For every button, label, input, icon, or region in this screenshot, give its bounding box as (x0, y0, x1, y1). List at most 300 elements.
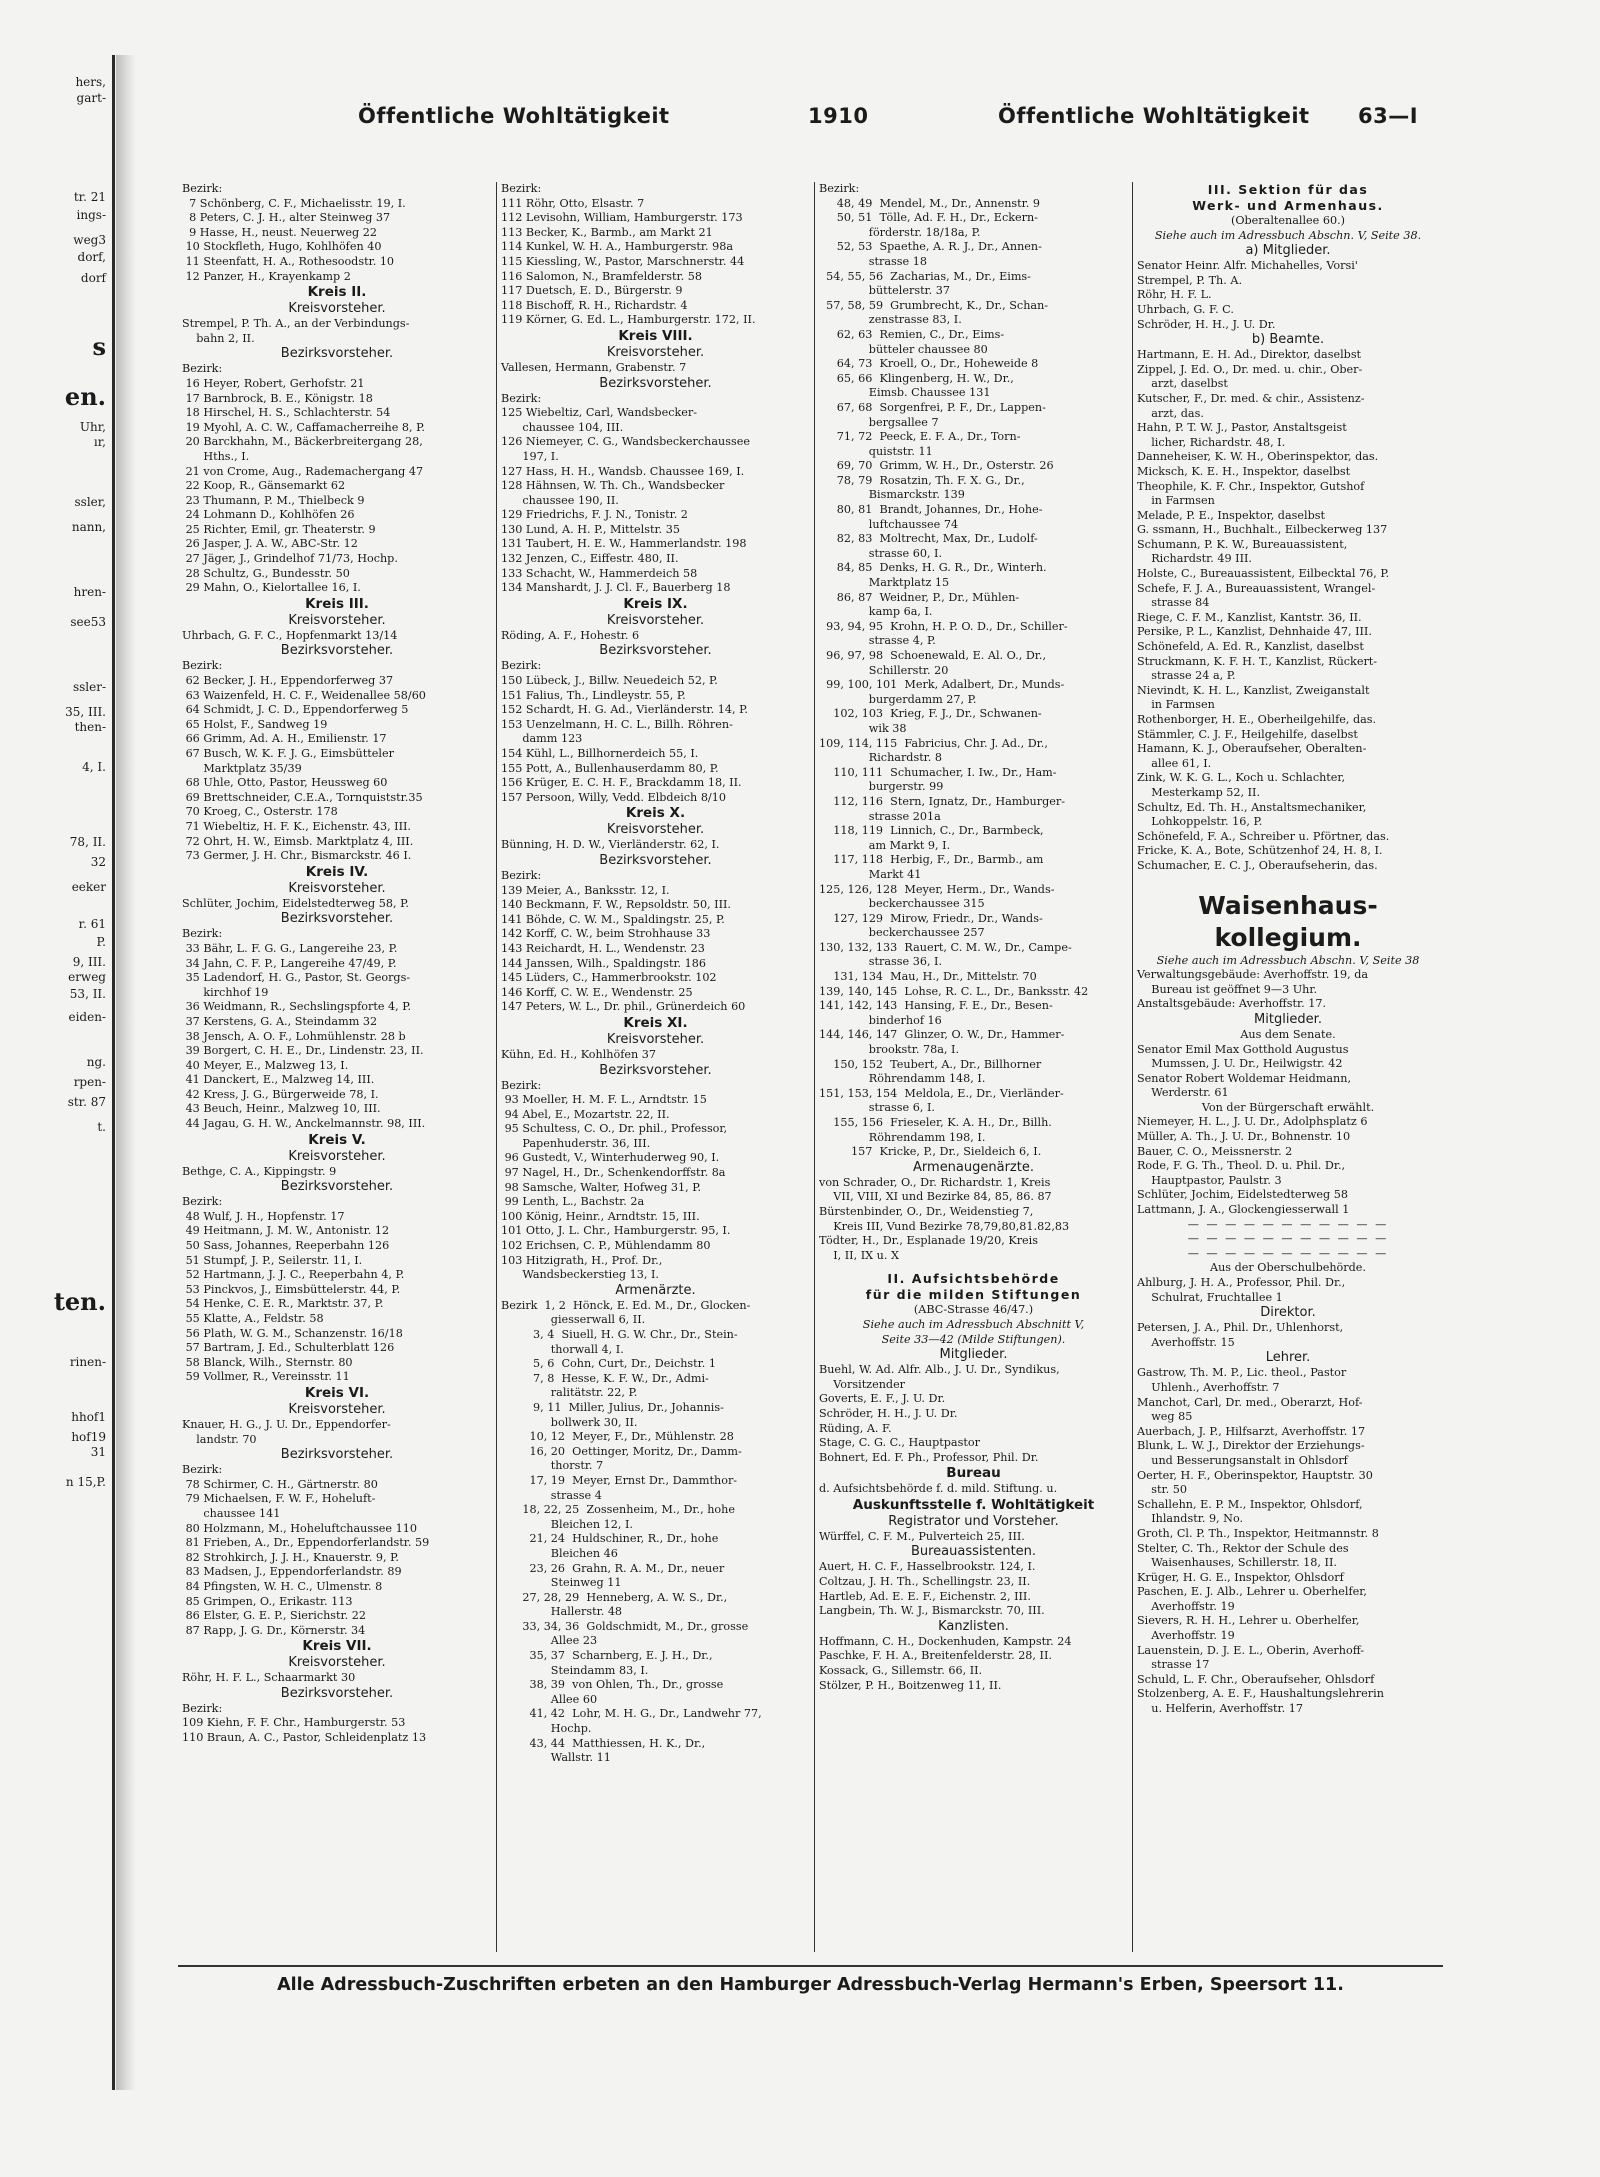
entry-line: Hartmann, E. H. Ad., Direktor, daselbst (1137, 348, 1362, 362)
entry-line: Bezirk 1, 2 Hönck, E. Ed. M., Dr., Glocken- (501, 1298, 751, 1312)
entry-line: Röding, A. F., Hohestr. 6 (501, 628, 640, 642)
entry-line: 67 Busch, W. K. F. J. G., Eimsbütteler (182, 747, 394, 760)
entry-line: Bethge, C. A., Kippingstr. 9 (182, 1164, 337, 1178)
entry-line: 8 Peters, C. J. H., alter Steinweg 37 (182, 211, 391, 225)
entry-line: weg 85 (1137, 1410, 1193, 1424)
entry-line: Manchot, Carl, Dr. med., Oberarzt, Hof- (1137, 1395, 1363, 1409)
entry-line: in Farmsen (1137, 698, 1215, 712)
margin-fragment: 78, II. (69, 835, 106, 849)
entry-line: Werderstr. 61 (1137, 1086, 1229, 1100)
entry-line: 49 Heitmann, J. M. W., Antonistr. 12 (182, 1224, 390, 1238)
entry-line: 23, 26 Grahn, R. A. M., Dr., neuer (501, 1561, 725, 1575)
entry-line: 62 Becker, J. H., Eppendorferweg 37 (182, 674, 394, 688)
entry-line: 40 Meyer, E., Malzweg 13, I. (182, 1058, 349, 1072)
entry-line: 145 Lüders, C., Hammerbrookstr. 102 (501, 971, 717, 985)
entry-line: 38, 39 von Ohlen, Th., Dr., grosse (501, 1678, 724, 1692)
entry-line: 70 Kroeg, C., Osterstr. 178 (182, 805, 338, 819)
entry-line: Senator Emil Max Gotthold Augustus (1137, 1042, 1349, 1056)
entry-line: Von der Bürgerschaft erwählt. (1201, 1100, 1375, 1114)
entry-line: Aus dem Senate. (1240, 1027, 1336, 1041)
entry-line: Persike, P. L., Kanzlist, Dehnhaide 47, III. (1137, 625, 1372, 639)
subheading: Kreisvorsteher. (606, 822, 705, 838)
entry-line: Schumacher, E. C. J., Oberaufseherin, das. (1137, 858, 1378, 872)
entry-line: Bureau ist geöffnet 9—3 Uhr. (1137, 982, 1318, 996)
margin-fragment: hers, (75, 75, 106, 89)
entry-line: 109 Kiehn, F. F. Chr., Hamburgerstr. 53 (182, 1716, 406, 1730)
entry-line: 17, 19 Meyer, Ernst Dr., Dammthor- (501, 1473, 738, 1487)
entry-line: Langbein, Th. W. J., Bismarckstr. 70, III. (819, 1604, 1045, 1618)
entry-line: Schuld, L. F. Chr., Oberaufseher, Ohlsdorf (1137, 1672, 1375, 1686)
margin-fragment: t. (97, 1120, 106, 1134)
entry-line: Riege, C. F. M., Kanzlist, Kantstr. 36, II. (1137, 610, 1362, 624)
entry-line: 102, 103 Krieg, F. J., Dr., Schwanen- (819, 707, 1042, 721)
entry-line: Schefe, F. J. A., Bureauassistent, Wrangel- (1137, 581, 1376, 595)
subheading: Bezirksvorsteher. (599, 1062, 712, 1078)
entry-line: 102 Erichsen, C. P., Mühlendamm 80 (501, 1239, 711, 1253)
entry-line: kirchhof 19 (182, 985, 269, 999)
entry-line: Nievindt, K. H. L., Kanzlist, Zweiganstalt (1137, 683, 1370, 697)
entry-line: 53 Pinckvos, J., Eimsbüttelerstr. 44, P. (182, 1282, 401, 1296)
entry-line: — — — — — — — — — — — (1187, 1246, 1389, 1260)
entry-line: — — — — — — — — — — — (1187, 1232, 1389, 1246)
entry-line: Bohnert, Ed. F. Ph., Professor, Phil. Dr. (819, 1450, 1039, 1464)
margin-fragment: 9, III. (72, 955, 106, 969)
entry-line: 143 Reichardt, H. L., Wendenstr. 23 (501, 941, 705, 955)
entry-line: Siehe auch im Adressbuch Abschnitt V, (862, 1317, 1085, 1331)
entry-line: 57 Bartram, J. Ed., Schulterblatt 126 (182, 1341, 395, 1355)
margin-fragment: hren- (73, 585, 106, 599)
subheading: b) Beamte. (1251, 332, 1325, 348)
entry-line: 24 Lohmann D., Kohlhöfen 26 (182, 508, 355, 522)
entry-line: 65, 66 Klingenberg, H. W., Dr., (819, 371, 1014, 385)
entry-line: 130, 132, 133 Rauert, C. M. W., Dr., Campe- (819, 940, 1072, 954)
entry-line: 80, 81 Brandt, Johannes, Dr., Hohe- (819, 503, 1043, 517)
column-1 (178, 182, 496, 1952)
entry-line: strasse 60, I. (819, 546, 943, 560)
entry-line: 146 Korff, C. W. E., Wendenstr. 25 (501, 985, 693, 999)
entry-line: 20 Barckhahn, M., Bäckerbreitergang 28, (182, 435, 423, 449)
subheading: Bezirksvorsteher. (280, 1685, 394, 1701)
entry-line: 48, 49 Mendel, M., Dr., Annenstr. 9 (819, 196, 1041, 210)
margin-fragment: hhof1 (71, 1410, 106, 1424)
entry-line: Paschen, E. J. Alb., Lehrer u. Oberhelfer, (1137, 1585, 1367, 1599)
margin-fragment: dorf, (77, 250, 106, 264)
section-heading: Kreis VIII. (618, 327, 693, 344)
entry-line: 43, 44 Matthiessen, H. K., Dr., (501, 1736, 706, 1750)
entry-line: kamp 6a, I. (819, 605, 933, 619)
subheading: Bezirksvorsteher. (280, 643, 394, 659)
entry-line: 129 Friedrichs, F. J. N., Tonistr. 2 (501, 508, 688, 522)
entry-line: und Besserungsanstalt in Ohlsdorf (1137, 1453, 1348, 1467)
entry-line: 85 Grimpen, O., Erikastr. 113 (182, 1594, 353, 1608)
entry-line: Paschke, F. H. A., Breitenfelderstr. 28, II. (819, 1649, 1052, 1663)
subheading: Kreisvorsteher. (288, 1148, 386, 1164)
entry-line: Hauptpastor, Paulstr. 3 (1137, 1173, 1282, 1187)
entry-line: Röhrendamm 148, I. (819, 1072, 986, 1086)
entry-line: giesserwall 6, II. (501, 1313, 646, 1327)
entry-line: Averhoffstr. 15 (1137, 1335, 1235, 1349)
entry-line: 118, 119 Linnich, C., Dr., Barmbeck, (819, 824, 1044, 838)
entry-line: 10, 12 Meyer, F., Dr., Mühlenstr. 28 (501, 1430, 734, 1444)
section-heading: Auskunftsstelle f. Wohltätigkeit (852, 1496, 1095, 1513)
entry-line: Schönefeld, F. A., Schreiber u. Pförtner, das. (1137, 829, 1390, 843)
entry-line: 11 Steenfatt, H. A., Rothesoodstr. 10 (182, 254, 395, 268)
entry-line: Ahlburg, J. H. A., Professor, Phil. Dr., (1137, 1276, 1346, 1289)
footer-notice: Alle Adressbuch-Zuschriften erbeten an den Hamburger Adressbuch-Verlag Hermann's Erben, Speersort 11. (178, 1965, 1443, 1995)
subheading: Kreisvorsteher. (606, 344, 705, 360)
entry-line: 78 Schirmer, C. H., Gärtnerstr. 80 (182, 1477, 378, 1491)
margin-fragment: then- (74, 720, 106, 734)
entry-line: 115 Kiessling, W., Pastor, Marschnerstr. 44 (501, 254, 745, 268)
entry-line: Buehl, W. Ad. Alfr. Alb., J. U. Dr., Syndikus, (819, 1363, 1060, 1377)
entry-line: 153 Uenzelmann, H. C. L., Billh. Röhren- (501, 717, 733, 731)
margin-fragment: P. (96, 935, 106, 949)
entry-line: Kühn, Ed. H., Kohlhöfen 37 (501, 1047, 656, 1061)
entry-line: 78, 79 Rosatzin, Th. F. X. G., Dr., (819, 473, 1025, 487)
subheading: a) Mitglieder. (1245, 243, 1331, 259)
entry-line: Vallesen, Hermann, Grabenstr. 7 (501, 360, 687, 374)
entry-line: 56 Plath, W. G. M., Schanzenstr. 16/18 (182, 1326, 403, 1340)
entry-line: arzt, daselbst (1137, 377, 1228, 391)
entry-line: Kutscher, F., Dr. med. & chir., Assistenz- (1137, 391, 1365, 405)
entry-line: thorstr. 7 (501, 1459, 604, 1473)
entry-line: 9, 11 Miller, Julius, Dr., Johannis- (501, 1400, 724, 1414)
entry-line: Marktplatz 15 (819, 576, 950, 590)
entry-line: Schallehn, E. P. M., Inspektor, Ohlsdorf, (1137, 1497, 1363, 1511)
entry-line: 151 Falius, Th., Lindleystr. 55, P. (501, 688, 686, 702)
entry-line: Fricke, K. A., Bote, Schützenhof 24, H. 8, I. (1137, 844, 1383, 858)
entry-line: 152 Schardt, H. G. Ad., Vierländerstr. 14, P. (501, 703, 748, 717)
column-3 (814, 182, 1132, 1952)
entry-line: 63 Waizenfeld, H. C. F., Weidenallee 58/60 (182, 688, 426, 702)
entry-line: Bezirk: (501, 659, 542, 673)
entry-line: 111 Röhr, Otto, Elsastr. 7 (501, 196, 645, 210)
entry-line: Averhoffstr. 19 (1137, 1629, 1235, 1643)
entry-line: Bezirk: (182, 927, 223, 941)
previous-page-strip (0, 55, 115, 2090)
entry-line: Bürstenbinder, O., Dr., Weidenstieg 7, (819, 1204, 1034, 1218)
entry-line: 80 Holzmann, M., Hoheluftchaussee 110 (182, 1521, 417, 1535)
entry-line: Senator Heinr. Alfr. Michahelles, Vorsi' (1137, 259, 1358, 273)
margin-fragment: tr. 21 (73, 190, 106, 204)
margin-fragment: rinen- (69, 1355, 106, 1369)
entry-line: Seite 33—42 (Milde Stiftungen). (881, 1332, 1066, 1346)
margin-fragment: nann, (71, 520, 106, 534)
entry-line: Senator Robert Woldemar Heidmann, (1137, 1071, 1352, 1085)
entry-line: — — — — — — — — — — — (1187, 1217, 1389, 1231)
entry-line: Bezirk: (819, 182, 860, 195)
margin-fragment: r. 61 (78, 917, 106, 931)
entry-line: am Markt 9, I. (819, 838, 951, 852)
entry-line: Bezirk: (501, 868, 542, 882)
header-year: 1910 (808, 104, 869, 128)
entry-line: 117 Duetsch, E. D., Bürgerstr. 9 (501, 284, 683, 298)
entry-line: Lattmann, J. A., Glockengiesserwall 1 (1137, 1203, 1350, 1217)
entry-line: 37 Kerstens, G. A., Steindamm 32 (182, 1014, 378, 1028)
entry-line: Uhrbach, G. F. C., Hopfenmarkt 13/14 (182, 628, 398, 642)
entry-line: Tödter, H., Dr., Esplanade 19/20, Kreis (819, 1234, 1038, 1248)
entry-line: Rüding, A. F. (819, 1421, 892, 1435)
entry-line: thorwall 4, I. (501, 1342, 624, 1356)
entry-line: strasse 4 (501, 1488, 602, 1502)
entry-line: 150 Lübeck, J., Billw. Neuedeich 52, P. (501, 674, 718, 688)
entry-line: 93 Moeller, H. M. F. L., Arndtstr. 15 (501, 1093, 707, 1107)
entry-line: Ihlandstr. 9, No. (1137, 1512, 1244, 1526)
entry-line: Schultz, Ed. Th. H., Anstaltsmechaniker, (1137, 800, 1367, 814)
entry-line: G. ssmann, H., Buchhalt., Eilbeckerweg 137 (1137, 523, 1388, 537)
entry-line: bergsallee 7 (819, 415, 939, 429)
entry-line: 96 Gustedt, V., Winterhuderweg 90, I. (501, 1151, 720, 1165)
margin-fragment: ssler, (74, 495, 106, 509)
entry-line: 52, 53 Spaethe, A. R. J., Dr., Annen- (819, 240, 1042, 254)
entry-line: Verwaltungsgebäude: Averhoffstr. 19, da (1137, 968, 1369, 982)
entry-line: 50 Sass, Johannes, Reeperbahn 126 (182, 1239, 390, 1253)
entry-line: zenstrasse 83, I. (819, 313, 962, 327)
subheading: Direktor. (1260, 1305, 1316, 1321)
entry-line: 52 Hartmann, J. J. C., Reeperbahn 4, P. (182, 1268, 405, 1282)
entry-line: Kreis III, Vund Bezirke 78,79,80,81.82,83 (819, 1219, 1070, 1233)
entry-line: 62, 63 Remien, C., Dr., Eims- (819, 327, 1005, 341)
section-heading: Kreis II. (307, 284, 367, 301)
entry-line: 113 Becker, K., Barmb., am Markt 21 (501, 225, 713, 239)
entry-line: Eimsb. Chaussee 131 (819, 386, 991, 400)
entry-line: 68 Uhle, Otto, Pastor, Heussweg 60 (182, 776, 388, 790)
margin-fragment: 32 (90, 855, 106, 869)
entry-line: Marktplatz 35/39 (182, 761, 302, 775)
section-heading: Bureau (946, 1465, 1001, 1482)
entry-line: damm 123 (501, 732, 583, 746)
entry-line: Schumann, P. K. W., Bureauassistent, (1137, 537, 1348, 551)
entry-line: Danneheiser, K. W. H., Oberinspektor, das. (1137, 450, 1379, 464)
entry-line: 5, 6 Cohn, Curt, Dr., Deichstr. 1 (501, 1357, 716, 1371)
entry-line: 73 Germer, J. H. Chr., Bismarckstr. 46 I. (182, 849, 412, 863)
entry-line: 109, 114, 115 Fabricius, Chr. J. Ad., Dr., (819, 736, 1048, 750)
entry-line: förderstr. 18/18a, P. (819, 225, 981, 239)
entry-line: Schlüter, Jochim, Eidelstedterweg 58, P. (182, 896, 409, 910)
entry-line: strasse 36, I. (819, 955, 943, 969)
entry-line: 131, 134 Mau, H., Dr., Mittelstr. 70 (819, 970, 1037, 984)
entry-line: 114 Kunkel, W. H. A., Hamburgerstr. 98a (501, 240, 734, 254)
entry-line: Bismarckstr. 139 (819, 488, 965, 502)
margin-fragment: s (92, 332, 106, 361)
margin-fragment: ssler- (72, 680, 106, 694)
entry-line: Zippel, J. Ed. O., Dr. med. u. chir., Ober- (1137, 362, 1363, 376)
entry-line: 54 Henke, C. E. R., Marktstr. 37, P. (182, 1297, 384, 1311)
margin-fragment: Uhr, (79, 420, 106, 434)
entry-line: 10 Stockfleth, Hugo, Kohlhöfen 40 (182, 240, 382, 254)
entry-line: Goverts, E. F., J. U. Dr. (819, 1392, 946, 1406)
entry-line: Kossack, G., Sillemstr. 66, II. (819, 1664, 983, 1678)
entry-line: 144 Janssen, Wilh., Spaldingstr. 186 (501, 956, 707, 970)
page-header (168, 100, 1458, 140)
entry-line: 82, 83 Moltrecht, Max, Dr., Ludolf- (819, 532, 1038, 546)
margin-fragment: 4, I. (82, 760, 106, 774)
entry-line: Richardstr. 49 III. (1137, 552, 1252, 566)
entry-line: 33, 34, 36 Goldschmidt, M., Dr., grosse (501, 1619, 749, 1633)
entry-line: Averhoffstr. 19 (1137, 1599, 1235, 1613)
entry-line: strasse 84 (1137, 596, 1210, 610)
entry-line (819, 1263, 1128, 1271)
entry-line: 33 Bähr, L. F. G. G., Langereihe 23, P. (182, 941, 398, 955)
entry-line: in Farmsen (1137, 494, 1215, 508)
entry-line: 27 Jäger, J., Grindelhof 71/73, Hochp. (182, 552, 398, 566)
entry-line: 51 Stumpf, J. P., Seilerstr. 11, I. (182, 1253, 363, 1267)
subheading: Mitglieder. (939, 1347, 1008, 1363)
entry-line: Richardstr. 8 (819, 751, 943, 765)
entry-line: 139, 140, 145 Lohse, R. C. L., Dr., Banksstr. 42 (819, 984, 1089, 998)
entry-line: Stelter, C. Th., Rektor der Schule des (1137, 1541, 1349, 1555)
entry-line: 26 Jasper, J. A. W., ABC-Str. 12 (182, 537, 358, 551)
entry-line: 131 Taubert, H. E. W., Hammerlandstr. 198 (501, 537, 747, 551)
entry-line: Wallstr. 11 (501, 1751, 611, 1765)
entry-line: 64 Schmidt, J. C. D., Eppendorferweg 5 (182, 703, 409, 717)
entry-line: bütteler chaussee 80 (819, 342, 988, 356)
subheading: Kreisvorsteher. (288, 1655, 386, 1671)
entry-line: 93, 94, 95 Krohn, H. P. O. D., Dr., Schiller- (819, 619, 1068, 633)
entry-line: 41, 42 Lohr, M. H. G., Dr., Landwehr 77, (501, 1707, 762, 1721)
entry-line: Hochp. (501, 1722, 592, 1736)
entry-line: 34 Jahn, C. F. P., Langereihe 47/49, P. (182, 956, 397, 970)
margin-fragment: gart- (76, 91, 106, 105)
entry-line: strasse 17 (1137, 1658, 1210, 1672)
entry-line: chaussee 141 (182, 1506, 281, 1520)
entry-line: 97 Nagel, H., Dr., Schenkendorffstr. 8a (501, 1166, 726, 1180)
entry-line: 141 Böhde, C. W. M., Spaldingstr. 25, P. (501, 912, 725, 926)
entry-line: Röhr, H. F. L., Schaarmarkt 30 (182, 1671, 356, 1685)
entry-line: Siehe auch im Adressbuch Abschn. V, Seite 38. (1154, 228, 1422, 242)
entry-line: landstr. 70 (182, 1432, 257, 1446)
entry-line: Steindamm 83, I. (501, 1663, 649, 1677)
entry-line: 50, 51 Tölle, Ad. F. H., Dr., Eckern- (819, 211, 1038, 225)
entry-line: 87 Rapp, J. G. Dr., Körnerstr. 34 (182, 1623, 366, 1637)
entry-line: von Schrader, O., Dr. Richardstr. 1, Kreis (819, 1175, 1051, 1189)
entry-line: luftchaussee 74 (819, 517, 959, 531)
entry-line: 82 Strohkirch, J. J. H., Knauerstr. 9, P. (182, 1550, 399, 1564)
entry-line: 157 Kricke, P., Dr., Sieldeich 6, I. (819, 1145, 1042, 1159)
entry-line: 7, 8 Hesse, K. F. W., Dr., Admi- (501, 1371, 709, 1385)
entry-line: Melade, P. E., Inspektor, daselbst (1137, 508, 1325, 522)
subheading: Bezirksvorsteher. (280, 1447, 394, 1463)
entry-line: Knauer, H. G., J. U. Dr., Eppendorfer- (182, 1417, 391, 1431)
entry-line: 67, 68 Sorgenfrei, P. F., Dr., Lappen- (819, 400, 1046, 414)
margin-fragment: hof19 (71, 1430, 106, 1444)
subheading: Bezirksvorsteher. (599, 852, 712, 868)
entry-line: Müller, A. Th., J. U. Dr., Bohnenstr. 10 (1137, 1130, 1351, 1144)
entry-line: 17 Barnbrock, B. E., Königstr. 18 (182, 391, 373, 405)
section-heading: Kreis VII. (302, 1638, 372, 1655)
entry-line (1137, 874, 1439, 882)
section-heading: III. Sektion für das (1207, 182, 1369, 197)
entry-line: Strempel, P. Th. A., an der Verbindungs- (182, 317, 410, 331)
entry-line: Bleichen 46 (501, 1546, 618, 1560)
entry-line: Schröder, H. H., J. U. Dr. (1137, 317, 1276, 331)
subheading: Bezirksvorsteher. (280, 346, 394, 362)
entry-line: allee 61, I. (1137, 756, 1212, 770)
entry-line: Hoffmann, C. H., Dockenhuden, Kampstr. 24 (819, 1634, 1072, 1648)
column-2 (496, 182, 814, 1952)
margin-fragment: 35, III. (65, 705, 106, 719)
entry-line: 125, 126, 128 Meyer, Herm., Dr., Wands- (819, 882, 1055, 896)
entry-line: beckerchaussee 257 (819, 926, 985, 940)
entry-line: 140 Beckmann, F. W., Repsoldstr. 50, III. (501, 898, 731, 912)
margin-fragment: weg3 (73, 233, 106, 247)
entry-line: 126 Niemeyer, C. G., Wandsbeckerchaussee (501, 435, 750, 449)
entry-line: 127, 129 Mirow, Friedr., Dr., Wands- (819, 911, 1043, 925)
entry-line: Anstaltsgebäude: Averhoffstr. 17. (1137, 997, 1326, 1011)
entry-line: Hahn, P. T. W. J., Pastor, Anstaltsgeist (1137, 421, 1347, 435)
entry-line: 86, 87 Weidner, P., Dr., Mühlen- (819, 590, 1020, 604)
entry-line (1137, 882, 1439, 890)
entry-line: Lohkoppelstr. 16, P. (1137, 815, 1263, 829)
entry-line: 16, 20 Oettinger, Moritz, Dr., Damm- (501, 1444, 742, 1458)
entry-line: Waisenhauses, Schillerstr. 18, II. (1137, 1556, 1337, 1570)
header-left-title: Öffentliche Wohltätigkeit (358, 104, 670, 128)
margin-fragment: dorf (80, 271, 106, 285)
entry-line: Papenhuderstr. 36, III. (501, 1136, 651, 1150)
entry-line: 48 Wulf, J. H., Hopfenstr. 17 (182, 1209, 345, 1223)
entry-line: 134 Manshardt, J. J. Cl. F., Bauerberg 18 (501, 581, 731, 595)
entry-line: 12 Panzer, H., Krayenkamp 2 (182, 269, 351, 283)
margin-fragment: erweg (68, 970, 106, 984)
entry-line: 29 Mahn, O., Kielortallee 16, I. (182, 581, 361, 595)
subheading: Lehrer. (1265, 1350, 1311, 1366)
entry-line: strasse 6, I. (819, 1101, 935, 1115)
entry-line: 83 Madsen, J., Eppendorferlandstr. 89 (182, 1565, 402, 1579)
entry-line: 9 Hasse, H., neust. Neuerweg 22 (182, 225, 377, 239)
entry-line: 59 Vollmer, R., Vereinsstr. 11 (182, 1370, 350, 1384)
entry-line: Stämmler, C. J. F., Heilgehilfe, daselbst (1137, 727, 1358, 741)
subheading: Mitglieder. (1254, 1011, 1322, 1027)
margin-fragment: eeker (71, 880, 106, 894)
margin-fragment: n 15,P. (65, 1475, 106, 1489)
entry-line: 144, 146, 147 Glinzer, O. W., Dr., Hammer- (819, 1028, 1065, 1042)
entry-line: 133 Schacht, W., Hammerdeich 58 (501, 566, 698, 580)
section-heading: II. Aufsichtsbehörde (887, 1271, 1060, 1287)
entry-line: Oerter, H. F., Oberinspektor, Hauptstr. 30 (1137, 1468, 1373, 1482)
entry-line: 118 Bischoff, R. H., Richardstr. 4 (501, 298, 688, 312)
entry-line: 155 Pott, A., Bullenhauserdamm 80, P. (501, 761, 719, 775)
section-heading: für die milden Stiftungen (865, 1287, 1082, 1303)
entry-line: Sievers, R. H. H., Lehrer u. Oberhelfer, (1137, 1614, 1360, 1628)
entry-line: 119 Körner, G. Ed. L., Hamburgerstr. 172, II. (501, 313, 756, 327)
entry-line: Petersen, J. A., Phil. Dr., Uhlenhorst, (1137, 1321, 1344, 1335)
entry-line: 117, 118 Herbig, F., Dr., Barmb., am (819, 853, 1044, 867)
entry-line: Markt 41 (819, 867, 922, 881)
entry-line: brookstr. 78a, I. (819, 1043, 960, 1057)
entry-line: d. Aufsichtsbehörde f. d. mild. Stiftung. u. (819, 1482, 1058, 1496)
entry-line: 86 Elster, G. E. P., Sierichstr. 22 (182, 1609, 367, 1623)
margin-fragment: ings- (76, 208, 106, 222)
entry-line: Würffel, C. F. M., Pulverteich 25, III. (819, 1529, 1025, 1543)
entry-line: Vorsitzender (819, 1377, 906, 1391)
entry-line: Bezirk: (501, 1078, 542, 1092)
entry-line: 95 Schultess, C. O., Dr. phil., Professor, (501, 1122, 728, 1136)
entry-line: Röhr, H. F. L. (1137, 288, 1212, 302)
entry-line: strasse 201a (819, 809, 941, 823)
entry-line: Lauenstein, D. J. E. L., Oberin, Averhoff- (1137, 1643, 1365, 1657)
subheading: Armenärzte. (615, 1282, 696, 1298)
entry-line: Holste, C., Bureauassistent, Eilbecktal 76, P. (1137, 567, 1390, 581)
entry-line: Groth, Cl. P. Th., Inspektor, Heitmannstr. 8 (1137, 1526, 1379, 1540)
entry-line: chaussee 190, II. (501, 493, 619, 507)
entry-line: 112, 116 Stern, Ignatz, Dr., Hamburger- (819, 794, 1065, 808)
entry-line: Uhrbach, G. F. C. (1137, 302, 1234, 316)
margin-fragment: 53, II. (69, 987, 106, 1001)
margin-fragment: eiden- (68, 1010, 106, 1024)
entry-line: 41 Danckert, E., Malzweg 14, III. (182, 1073, 375, 1087)
entry-line: I, II, IX u. X (819, 1248, 899, 1262)
header-page-number: 63—I (1358, 104, 1419, 128)
